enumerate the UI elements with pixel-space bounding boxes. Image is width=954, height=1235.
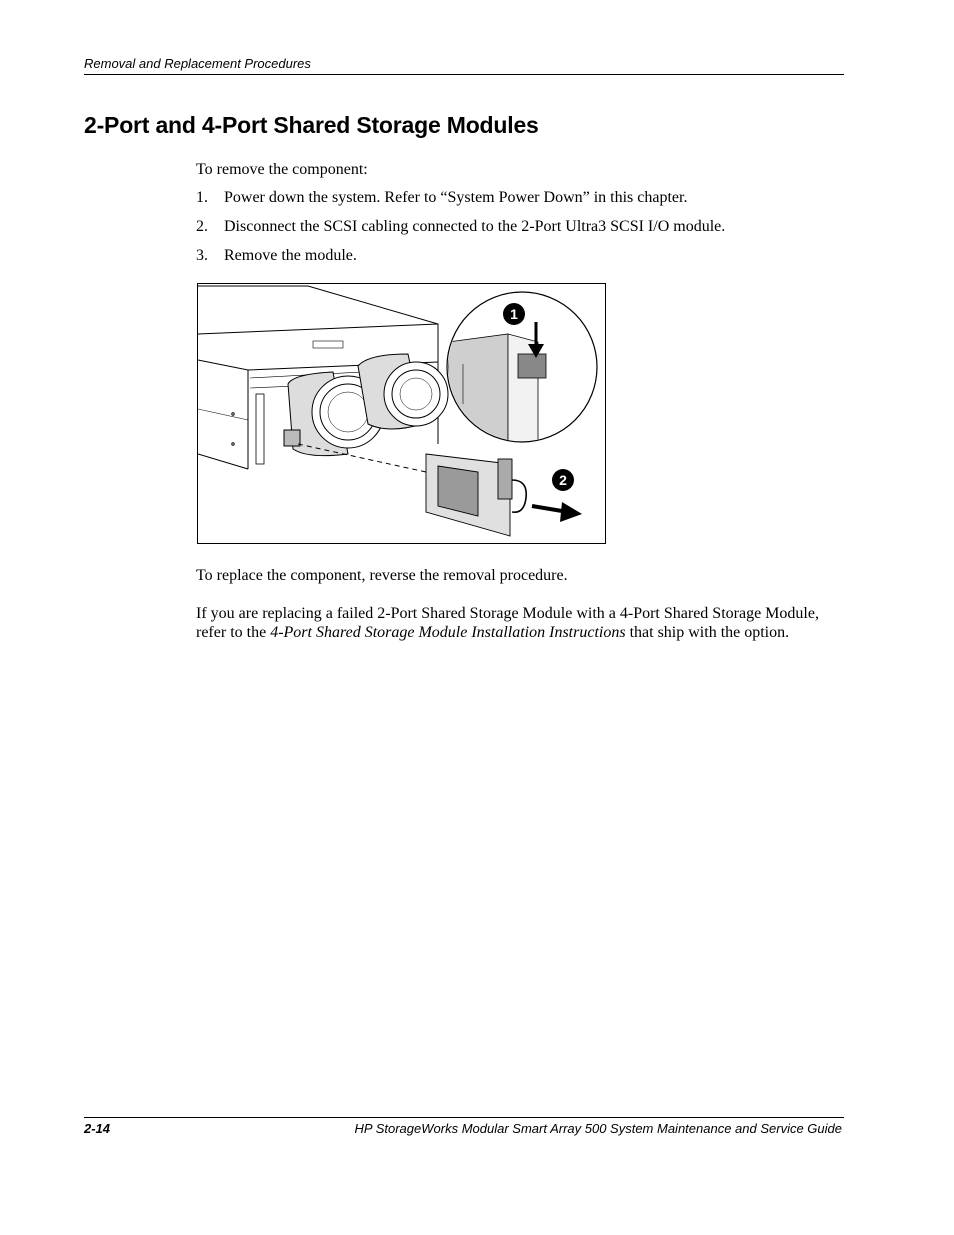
step-item bbox=[196, 217, 725, 246]
removal-intro: To remove the component: bbox=[196, 161, 368, 178]
guide-title: HP StorageWorks Modular Smart Array 500 System Maintenance and Service Guide bbox=[354, 1121, 842, 1136]
step-text: Disconnect the SCSI cabling connected to the 2-Port Ultra3 SCSI I/O module. bbox=[224, 218, 726, 235]
step-text: Power down the system. Refer to “System Power Down” in this chapter. bbox=[224, 189, 688, 206]
replace-instruction: To replace the component, reverse the removal procedure. bbox=[196, 567, 568, 584]
note-text-end: that ship with the option. bbox=[625, 624, 790, 641]
step-item bbox=[196, 188, 725, 217]
step-number: 1. bbox=[196, 189, 208, 206]
module-removal-figure bbox=[197, 283, 606, 544]
step-number: 3. bbox=[196, 247, 208, 264]
note-text: If you are replacing a failed 2-Port Shared Storage Module with a 4-Port Shared Storage Module, refer to the bbox=[196, 605, 819, 641]
upgrade-note bbox=[196, 604, 836, 642]
footer-rule bbox=[84, 1117, 844, 1118]
page-number: 2-14 bbox=[84, 1121, 111, 1136]
header-rule bbox=[84, 74, 844, 75]
running-header: Removal and Replacement Procedures bbox=[84, 56, 311, 71]
step-number: 2. bbox=[196, 218, 208, 235]
callout-1: 1 bbox=[510, 306, 518, 322]
section-title: 2-Port and 4-Port Shared Storage Modules bbox=[84, 112, 539, 138]
step-item bbox=[196, 246, 725, 275]
step-text: Remove the module. bbox=[224, 247, 357, 264]
callout-2: 2 bbox=[559, 472, 567, 488]
removal-steps bbox=[196, 188, 725, 275]
doc-title: 4-Port Shared Storage Module Installation Instructions bbox=[270, 624, 626, 641]
